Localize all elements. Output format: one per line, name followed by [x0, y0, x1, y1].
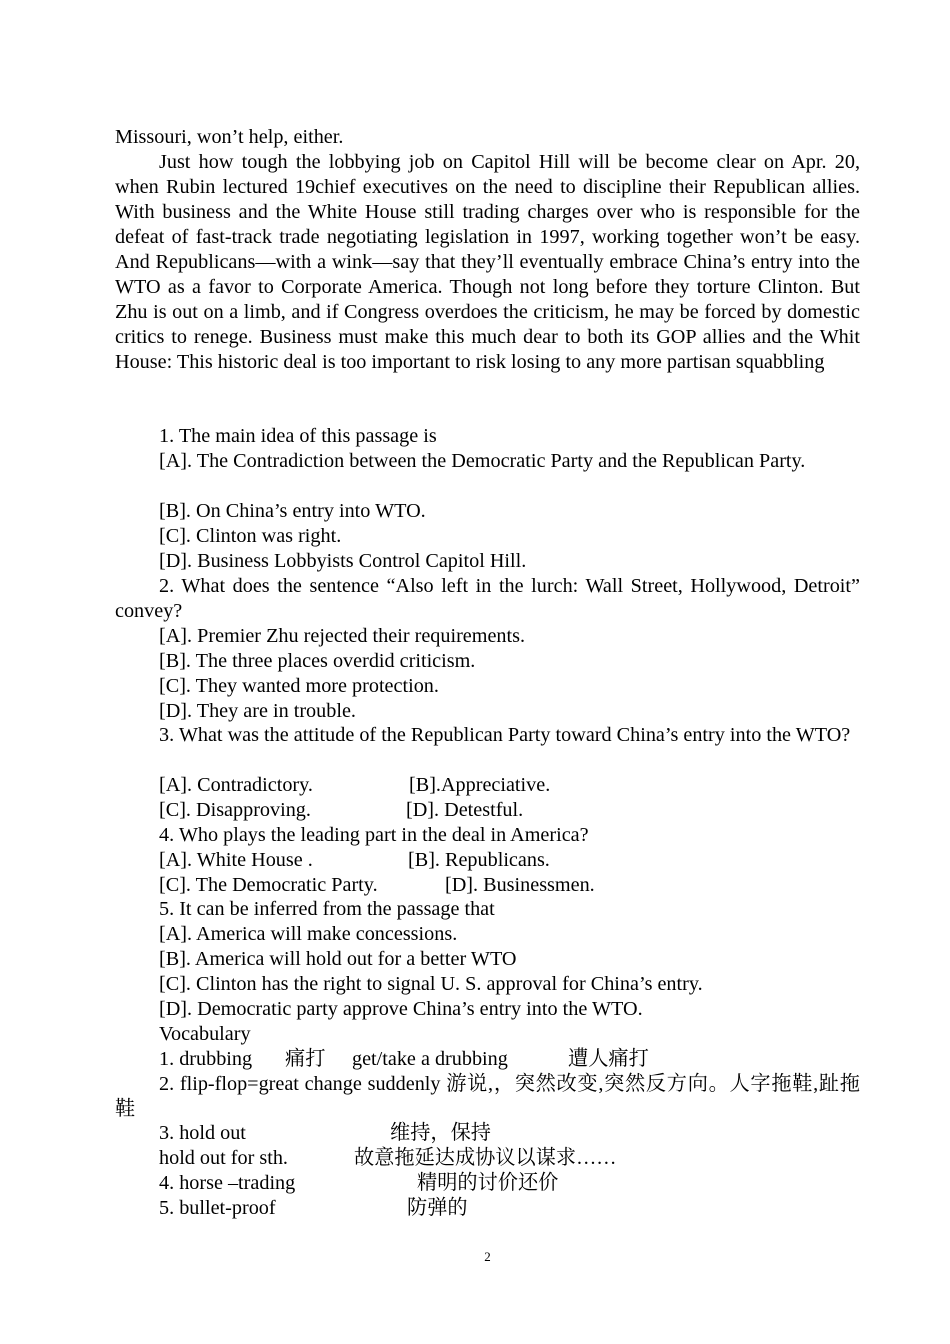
- page-number: 2: [484, 1249, 491, 1264]
- vocab-3-term: 3. hold out: [159, 1122, 246, 1144]
- question-4-option-a: [A]. White House .: [159, 849, 313, 871]
- passage-paragraph: Just how tough the lobbying job on Capitol Hill will be become clear on Apr. 20, when Rubin lectured 19chief executives on the need to discipline their Republican allies. With business and the White House still trading charges over who is responsible for the defeat of fast-track trade negotiating legislation in 1997, working together won’t be easy. And Republicans—with a wink—say that they’ll eventually embrace China’s entry into the WTO as a favor to Corporate America. Though not long before they torture Clinton. But Zhu is out on a limb, and if Congress overdoes the criticism, he may be forced by domestic critics to renege. Business must make this much dear to both its GOP allies and the Whit House: This historic deal is too important to risk losing to any more partisan squabbling: [115, 151, 860, 373]
- vocab-5-term: 5. bullet-proof: [159, 1197, 276, 1219]
- vocab-4-term: 4. horse –trading: [159, 1172, 296, 1194]
- vocab-4-meaning: 精明的讨价还价: [417, 1172, 559, 1194]
- question-4-stem: 4. Who plays the leading part in the deal in America?: [159, 824, 589, 846]
- question-4-option-c: [C]. The Democratic Party.: [159, 874, 378, 896]
- question-3-option-c: [C]. Disapproving.: [159, 799, 311, 821]
- question-4-option-b: [B]. Republicans.: [408, 849, 550, 871]
- question-5-option-b: [B]. America will hold out for a better WTO: [159, 948, 517, 970]
- passage-continued-line: Missouri, won’t help, either.: [115, 126, 344, 148]
- question-2-option-d: [D]. They are in trouble.: [159, 700, 356, 722]
- vocab-3b-term: hold out for sth.: [159, 1147, 288, 1169]
- question-3-option-d: [D]. Detestful.: [406, 799, 524, 821]
- question-5-option-d: [D]. Democratic party approve China’s entry into the WTO.: [159, 998, 643, 1020]
- question-2-option-a: [A]. Premier Zhu rejected their requirements.: [159, 625, 526, 647]
- vocab-3-meaning: 维持，保持: [390, 1122, 491, 1144]
- question-4-option-d: [D]. Businessmen.: [445, 874, 595, 896]
- question-2-option-c: [C]. They wanted more protection.: [159, 675, 439, 697]
- vocabulary-heading: Vocabulary: [159, 1023, 251, 1045]
- question-5-stem: 5. It can be inferred from the passage that: [159, 898, 495, 920]
- vocab-1-term: 1. drubbing: [159, 1048, 253, 1070]
- question-1-stem: 1. The main idea of this passage is: [159, 425, 437, 447]
- question-5-option-c: [C]. Clinton has the right to signal U. S. approval for China’s entry.: [159, 973, 703, 995]
- question-2-stem: 2. What does the sentence “Also left in the lurch: Wall Street, Hollywood, Detroit” convey?: [115, 575, 860, 622]
- vocab-1-meaning: 痛打: [285, 1048, 326, 1070]
- question-3-option-a: [A]. Contradictory.: [159, 774, 313, 796]
- question-3-stem: 3. What was the attitude of the Republican Party toward China’s entry into the WTO?: [159, 724, 851, 746]
- vocab-3b-meaning: 故意拖延达成协议以谋求……: [354, 1147, 617, 1169]
- question-1-option-b: [B]. On China’s entry into WTO.: [159, 500, 426, 522]
- vocab-1-phrase: get/take a drubbing: [352, 1048, 508, 1070]
- vocab-2-entry: 2. flip-flop=great change suddenly 游说,，突然改变,突然反方向。人字拖鞋,趾拖鞋: [115, 1073, 860, 1120]
- vocab-5-meaning: 防弹的: [407, 1197, 468, 1219]
- question-5-option-a: [A]. America will make concessions.: [159, 923, 458, 945]
- question-1-option-c: [C]. Clinton was right.: [159, 525, 342, 547]
- question-1-option-d: [D]. Business Lobbyists Control Capitol Hill.: [159, 550, 527, 572]
- question-3-option-b: [B].Appreciative.: [409, 774, 551, 796]
- question-2-option-b: [B]. The three places overdid criticism.: [159, 650, 476, 672]
- vocab-1-phrase-meaning: 遭人痛打: [568, 1048, 649, 1070]
- question-1-option-a: [A]. The Contradiction between the Democratic Party and the Republican Party.: [159, 450, 806, 472]
